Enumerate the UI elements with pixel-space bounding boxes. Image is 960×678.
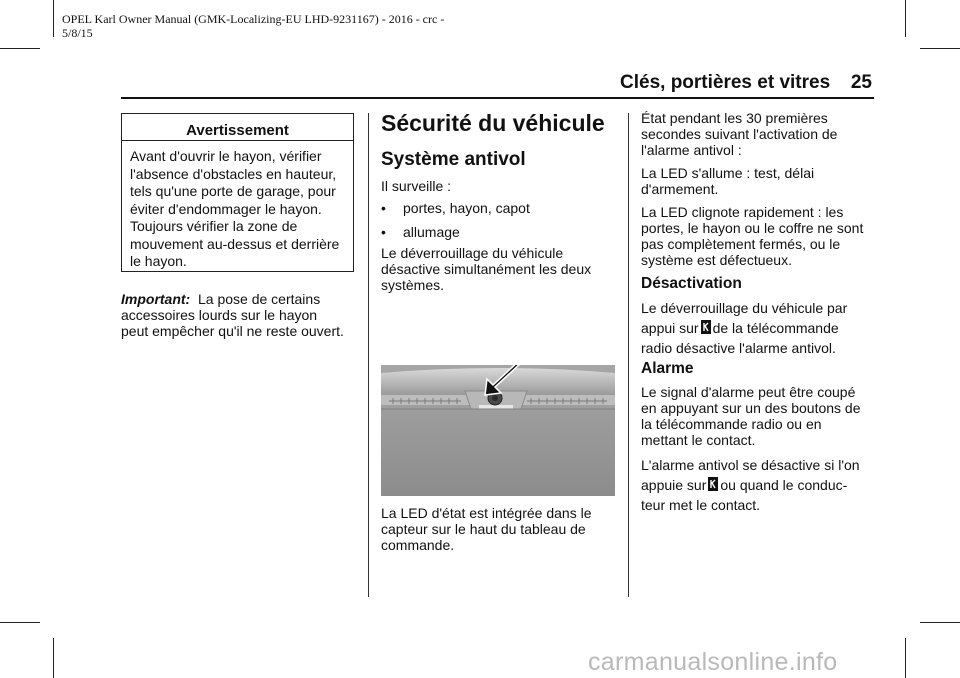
important-label: Important: — [121, 291, 191, 307]
crop-mark — [0, 622, 40, 623]
dashboard-illustration — [381, 365, 615, 496]
para-line: Le déverrouillage du véhicule par — [641, 300, 848, 316]
para-line: L'alarme antivol se désactive si l'on — [641, 457, 860, 473]
warning-title: Avertissement — [122, 114, 353, 141]
para-text: ou quand le conduc- — [720, 477, 848, 493]
running-head — [620, 72, 872, 94]
warning-line: mouvement au-dessus et derrière — [130, 235, 340, 252]
bullet-text: allumage — [403, 224, 460, 240]
crop-mark — [0, 48, 40, 49]
warning-line: éviter d'endommager le hayon. — [130, 200, 322, 217]
section-heading: Sécurité du véhicule — [381, 110, 605, 136]
section-title: Clés, portières et vitres — [620, 72, 831, 93]
important-line: accessoires lourds sur le hayon — [121, 307, 318, 323]
warning-text — [122, 141, 353, 271]
para-line: en appuyant sur un des boutons de — [641, 400, 861, 416]
warning-line: tels qu'une porte de garage, pour — [130, 183, 336, 199]
intro-text: Il surveille : — [381, 178, 452, 194]
bullet-symbol: • — [381, 200, 386, 216]
para-line: l'alarme antivol : — [641, 142, 742, 158]
crop-mark — [920, 48, 960, 49]
deactivation-heading: Désactivation — [641, 275, 742, 292]
warning-line: Toujours vérifier la zone de — [130, 218, 298, 234]
para-line: La LED clignote rapidement : les — [641, 204, 844, 220]
led-on-paragraph — [641, 165, 814, 197]
warning-line: le hayon. — [130, 253, 187, 269]
crop-mark — [53, 638, 54, 678]
crop-mark — [53, 0, 54, 37]
bullet-item — [381, 200, 530, 216]
warning-box — [121, 113, 354, 272]
para-line: système est défectueux. — [641, 252, 792, 268]
para-text: appuie sur — [641, 477, 707, 493]
crop-mark — [905, 0, 906, 37]
paragraph — [381, 245, 591, 293]
important-note — [121, 291, 361, 339]
para-line: d'armement. — [641, 181, 719, 197]
alarm-deactivation-paragraph — [641, 455, 860, 515]
caption-line: La LED d'état est intégrée dans le — [381, 505, 592, 521]
para-line: portes, le hayon ou le coffre ne sont — [641, 220, 864, 236]
para-line: Le déverrouillage du véhicule — [381, 245, 564, 261]
print-metadata — [62, 12, 444, 40]
header-rule — [121, 97, 874, 99]
subsection-heading: Système antivol — [381, 149, 526, 170]
caption-line: commande. — [381, 537, 455, 553]
para-line: désactive simultanément les deux — [381, 261, 592, 277]
para-text: appui sur — [641, 320, 699, 336]
bullet-item — [381, 224, 460, 240]
warning-line: l'absence d'obstacles en hauteur, — [130, 165, 337, 182]
column-divider — [628, 113, 629, 597]
page-number: 25 — [850, 72, 872, 93]
unlock-key-icon — [701, 320, 711, 334]
column-divider — [368, 113, 369, 597]
caption-line: capteur sur le haut du tableau de — [381, 521, 586, 537]
led-blink-paragraph — [641, 204, 863, 268]
crop-mark — [905, 638, 906, 678]
watermark: carmanualsonline.info — [588, 648, 838, 676]
para-line: la télécommande radio ou en — [641, 416, 822, 432]
para-line: radio désactive l'alarme antivol. — [641, 340, 836, 356]
meta-line-1: OPEL Karl Owner Manual (GMK-Localizing-EU LHD-9231167) - 2016 - crc - — [62, 12, 445, 26]
alarm-heading: Alarme — [641, 360, 694, 377]
dashboard-led-photo — [381, 365, 615, 496]
para-line: mettant le contact. — [641, 432, 756, 448]
para-line: Le signal d'alarme peut être coupé — [641, 384, 856, 400]
para-line: secondes suivant l'activation de — [641, 126, 838, 142]
para-line: La LED s'allume : test, délai — [641, 165, 815, 181]
para-line: teur met le contact. — [641, 497, 761, 513]
state-paragraph — [641, 110, 837, 158]
photo-caption — [381, 505, 591, 553]
important-line: La pose de certains — [198, 291, 321, 307]
meta-line-2: 5/8/15 — [62, 26, 93, 40]
unlock-key-icon — [708, 477, 718, 491]
warning-line: Avant d'ouvrir le hayon, vérifier — [130, 148, 322, 164]
alarm-paragraph — [641, 384, 861, 448]
bullet-text: portes, hayon, capot — [403, 200, 530, 216]
para-line: pas complètement fermés, ou le — [641, 236, 841, 252]
para-line: État pendant les 30 premières — [641, 110, 828, 126]
deactivation-paragraph — [641, 298, 847, 358]
important-line: peut empêcher qu'il ne reste ouvert. — [121, 323, 344, 339]
bullet-symbol: • — [381, 224, 386, 240]
para-line: systèmes. — [381, 277, 445, 293]
crop-mark — [920, 622, 960, 623]
para-text: de la télécommande — [712, 320, 839, 336]
